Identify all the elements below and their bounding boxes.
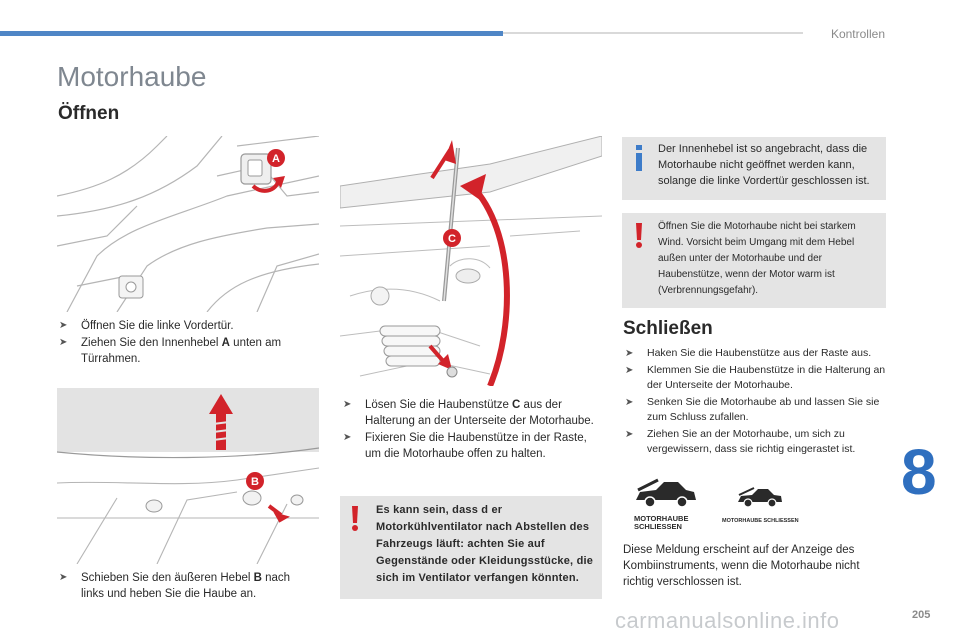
info-box [622, 137, 886, 200]
fan-warning-text: Es kann sein, dass d er Motorkühlventilator nach Abstellen des Fahrzeugs läuft: achten Sie auf Gegenstände oder Kleidungsstücke, die sich im Ventilator verfangen könnten. [376, 504, 594, 584]
bullet-icon: ➤ [59, 320, 68, 331]
figure-interior-lever [57, 136, 319, 312]
section-title: Kontrollen [830, 27, 885, 41]
step-text: unten am Türrahmen. [81, 337, 282, 365]
car-hood-open-icon [736, 486, 784, 508]
figure-exterior-lever [57, 388, 319, 564]
step-text: aus der Halterung an der Unterseite der Motorhaube. [365, 399, 594, 427]
bullet-icon: ➤ [343, 399, 352, 410]
step-text: Öffnen Sie die linke Vordertür. [81, 320, 234, 332]
display-large [634, 478, 704, 538]
display-label-small: MOTORHAUBE SCHLIESSEN [722, 518, 799, 524]
label-a: A [272, 153, 280, 165]
header-divider [503, 32, 803, 34]
step-item [343, 397, 605, 429]
chapter-number: 8 [901, 436, 937, 508]
figure-hood-prop [340, 136, 602, 386]
car-hood-open-icon [634, 478, 698, 508]
step-ref: B [253, 572, 262, 584]
open-heading: Öffnen [58, 103, 120, 124]
bullet-icon: ➤ [625, 428, 634, 440]
bullet-icon: ➤ [625, 396, 634, 408]
bullet-icon: ➤ [59, 572, 68, 583]
open-steps-1 [59, 318, 314, 368]
step-item [59, 570, 314, 602]
step-item [625, 346, 887, 362]
bullet-icon: ➤ [59, 337, 68, 348]
open-steps-2 [59, 570, 314, 603]
display-label-large: MOTORHAUBE SCHLIESSEN [634, 514, 689, 531]
bullet-icon: ➤ [625, 348, 634, 359]
step-item [59, 335, 314, 367]
display-small [722, 486, 802, 526]
open-steps-3 [343, 397, 605, 463]
wind-warning-text: Öffnen Sie die Motorhaube nicht bei starkem Wind. Vorsicht beim Umgang mit dem Hebel außen unter der Motorhaube und der Haubenstütze, wenn der Motor warm ist (Verbrennungsgefahr). [658, 221, 856, 296]
close-heading: Schließen [623, 318, 713, 339]
display-message: Diese Meldung erscheint auf der Anzeige des Kombiinstruments, wenn die Motorhaube nicht richtig verschlossen ist. [623, 544, 860, 588]
page-number: 205 [912, 609, 931, 621]
label-c: C [448, 233, 456, 245]
step-item [625, 363, 887, 394]
step-text: Klemmen Sie die Haubenstütze in die Halterung an der Unterseite der Motorhaube. [647, 363, 886, 391]
step-item [343, 430, 605, 462]
step-text: Schieben Sie den äußeren Hebel [81, 572, 254, 584]
step-item [59, 318, 314, 334]
step-text: nach links und heben Sie die Haube an. [81, 572, 291, 600]
warning-icon [350, 506, 360, 532]
header-accent-bar [0, 31, 503, 36]
step-text: Ziehen Sie an der Motorhaube, um sich zu vergewissern, dass sie richtig eingerastet ist. [647, 427, 856, 455]
watermark: carmanualsonline.info [615, 608, 840, 633]
step-text: Fixieren Sie die Haubenstütze in der Raste, um die Motorhaube offen zu halten. [365, 432, 587, 460]
step-ref: A [221, 337, 230, 349]
step-item [625, 395, 887, 426]
step-text: Lösen Sie die Haubenstütze [365, 399, 513, 411]
fan-warning-box [340, 496, 602, 599]
step-ref: C [512, 399, 521, 411]
label-b: B [251, 476, 259, 488]
step-text: Ziehen Sie den Innenhebel [81, 337, 222, 349]
step-item [625, 427, 887, 458]
info-icon [634, 145, 644, 171]
step-text: Senken Sie die Motorhaube ab und lassen Sie sie zum Schluss zufallen. [647, 395, 880, 423]
close-steps [625, 346, 887, 459]
bullet-icon: ➤ [625, 364, 634, 376]
info-text: Der Innenhebel ist so angebracht, dass die Motorhaube nicht geöffnet werden kann, solange die linke Vordertür geschlossen ist. [658, 143, 870, 187]
warning-icon [634, 223, 644, 249]
bullet-icon: ➤ [343, 432, 352, 443]
page-title: Motorhaube [57, 61, 207, 92]
wind-warning-box [622, 213, 886, 308]
step-text: Haken Sie die Haubenstütze aus der Raste aus. [647, 347, 872, 359]
